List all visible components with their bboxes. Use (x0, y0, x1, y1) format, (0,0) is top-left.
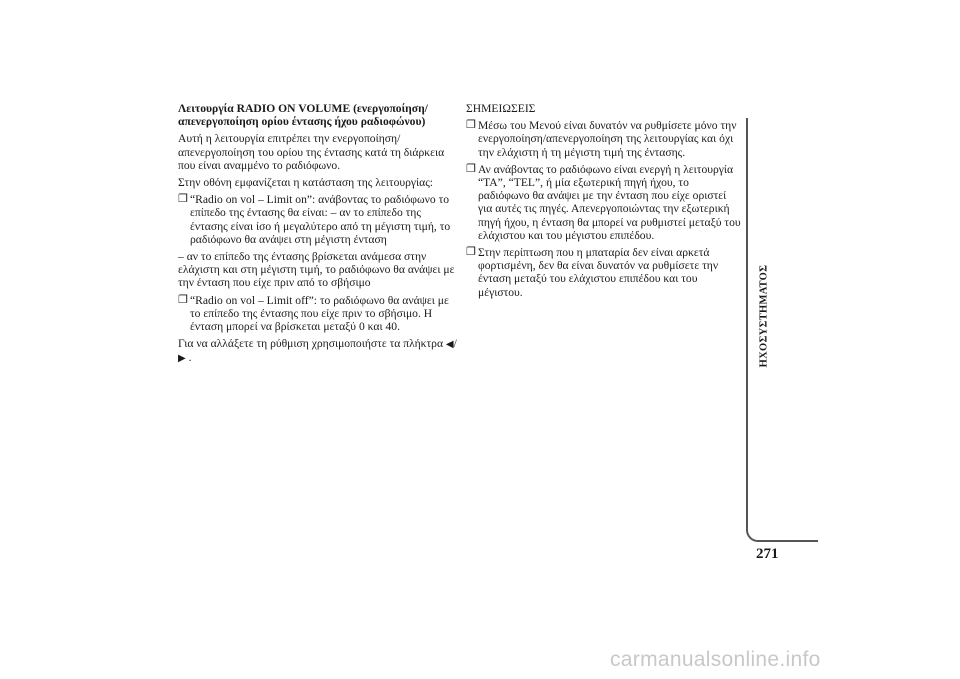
change-setting-text: Για να αλλάξετε τη ρύθμιση χρησιμοποιήστε τα πλήκτρα (178, 337, 444, 351)
left-column (178, 102, 458, 370)
notes-heading: ΣΗΜΕΙΩΣΕΙΣ (466, 102, 536, 115)
period-text: . (188, 351, 192, 365)
side-title-text: ΗΧΟΣΥΣΤΗΜΑΤΟΣ (758, 264, 770, 368)
change-setting-paragraph (178, 337, 458, 365)
slash-text: / (453, 337, 457, 351)
right-column (466, 102, 742, 303)
limit-on-bullet (178, 193, 458, 246)
bullet-icon: ❐ (466, 162, 476, 175)
page-frame (746, 118, 818, 542)
note-battery-text: Στην περίπτωση που η μπαταρία δεν είναι αρκετά φορτισμένη, δεν θα είναι δυνατόν να ρυθμίσετε την ένταση μεταξύ του ελάχιστου επιπέδου και του μέγιστου. (478, 246, 719, 299)
note-external-source-text: Αν ανάβοντας το ραδιόφωνο είναι ενεργή η λειτουργία “TA”, “TEL”, ή μία εξωτερική πηγή ήχου, το ραδιόφωνο θα ανάψει με την ένταση που είχε οριστεί για αυτές τις πηγές. Απενεργοποιώντας την εξωτερική πηγή ήχου, η ένταση θα μπορεί να ρυθμιστεί μεταξύ του ελάχιστου και του μέγιστου επιπέδου. (478, 162, 741, 242)
dash-paragraph: – αν το επίπεδο της έντασης βρίσκεται ανάμεσα στην ελάχιστη και στη μέγιστη τιμή, το ραδιόφωνο θα ανάψει με την ένταση που είχε πριν από το σβήσιμο (178, 250, 455, 290)
watermark: carmanualsonline.info (610, 648, 821, 671)
bullet-icon: ❐ (466, 246, 476, 259)
limit-off-text: “Radio on vol – Limit off”: το ραδιόφωνο θα ανάψει με το επίπεδο της έντασης που είχε πριν το σβήσιμο. Η ένταση μπορεί να βρίσκεται μεταξύ 0 και 40. (190, 293, 449, 334)
arrow-right-icon: ▶ (178, 353, 186, 365)
bullet-icon: ❐ (178, 293, 188, 306)
note-external-source (466, 163, 742, 242)
status-paragraph: Στην οθόνη εμφανίζεται η κατάσταση της λειτουργίας: (178, 176, 434, 190)
section-heading: Λειτουργία RADIO ON VOLUME (ενεργοποίηση/απενεργοποίηση ορίου έντασης ήχου ραδιοφώνου) (178, 102, 428, 129)
intro-paragraph: Αυτή η λειτουργία επιτρέπει την ενεργοποίηση/απενεργοποίηση του ορίου της έντασης κατά τη διάρκεια που είναι αναμμένο το ραδιόφωνο. (178, 132, 445, 172)
limit-on-text: “Radio on vol – Limit on”: ανάβοντας το ραδιόφωνο το επίπεδο της έντασης θα είναι: – αν το επίπεδο της έντασης είναι ίσο ή μεγαλύτερο από τη μέγιστη τιμή, το ραδιόφωνο θα ανάψει στη μέγιστη ένταση (190, 193, 451, 246)
page-number: 271 (756, 546, 779, 562)
note-menu (466, 119, 742, 159)
bullet-icon: ❐ (178, 193, 188, 206)
limit-off-bullet (178, 294, 458, 334)
note-battery (466, 246, 742, 299)
arrow-left-icon: ◀ (445, 339, 454, 351)
note-menu-text: Μέσω του Μενού είναι δυνατόν να ρυθμίσετε μόνο την ενεργοποίηση/απενεργοποίηση της λειτουργίας και όχι την ελάχιστη ή τη μέγιστη τιμή της έντασης. (478, 119, 737, 159)
bullet-icon: ❐ (466, 119, 476, 132)
